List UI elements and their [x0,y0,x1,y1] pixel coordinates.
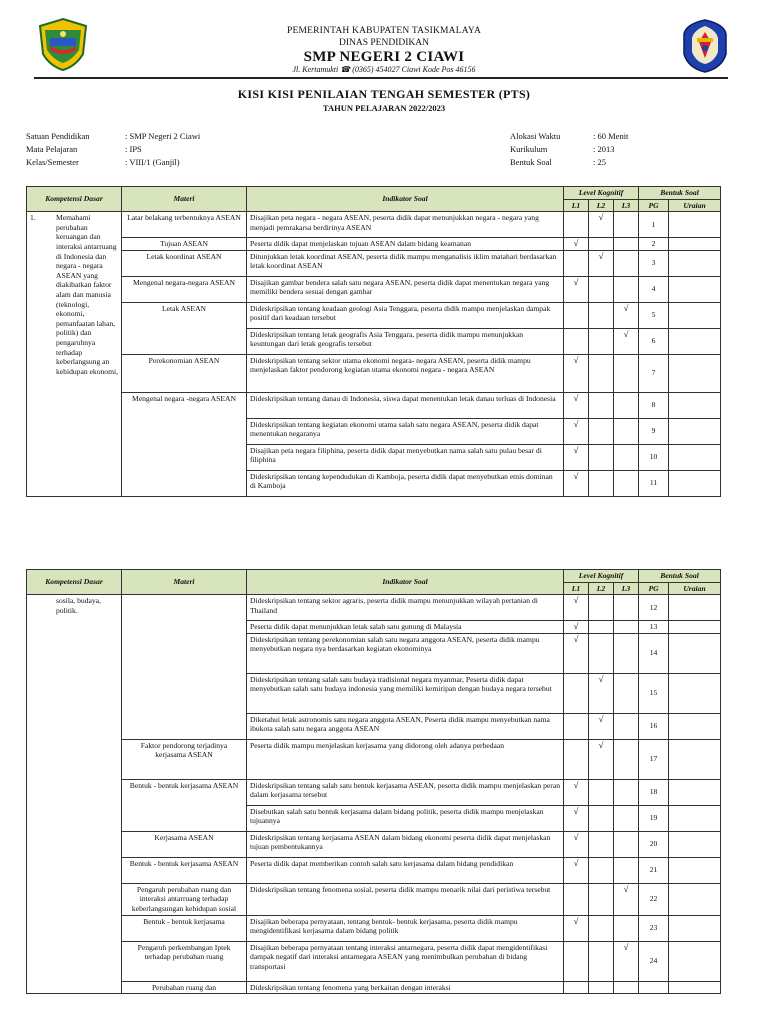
level-l3-cell [614,444,639,470]
check-mark: √ [614,883,639,915]
check-mark: √ [589,713,614,739]
table-row [27,739,721,779]
level-l1-cell [564,328,589,354]
check-mark: √ [564,831,589,857]
table-row [27,302,721,328]
table-row [27,276,721,302]
school-address: Jl. Kertamukti ☎ (0365) 454027 Ciawi Kode Pos 46156 [292,65,476,74]
table-row [27,883,721,915]
meta-value: : 60 Menit [593,131,629,141]
level-l1-cell [564,883,589,915]
uraian-cell [669,302,721,328]
pg-number: 20 [639,831,669,857]
government-name: PEMERINTAH KABUPATEN TASIKMALAYA [286,26,482,36]
pg-number: 9 [639,418,669,444]
uraian-cell [669,238,721,251]
pg-number: 18 [639,779,669,805]
pg-number: 22 [639,883,669,915]
table-row [27,831,721,857]
meta-value: : VIII/1 (Ganjil) [125,157,180,167]
indikator-cell: Diketahui letak astronomis satu negara anggota ASEAN, Peserta didik mampu menyebutkan nama ibukota salah satu negara anggota ASEAN [247,713,564,739]
indikator-cell: Peserta didik mampu menjelaskan kerjasama yang didorong oleh adanya perbedaan [247,739,564,779]
level-l2-cell [589,981,614,994]
check-mark: √ [564,857,589,883]
materi-cell: Tujuan ASEAN [122,238,247,251]
level-l2-cell [589,831,614,857]
level-l3-cell [614,238,639,251]
indikator-cell: Dideskripsikan tentang fenomena yang berkaitan dengan interaksi [247,981,564,994]
uraian-cell [669,941,721,981]
col-l3: L3 [614,582,639,595]
pg-number: 1 [639,212,669,238]
check-mark: √ [564,392,589,418]
col-l1: L1 [564,199,589,212]
materi-cell: Bentuk - bentuk kerjasama ASEAN [122,857,247,883]
level-l1-cell [564,739,589,779]
uraian-cell [669,915,721,941]
meta-label: Bentuk Soal [510,157,552,167]
level-l3-cell [614,805,639,831]
col-uraian: Uraian [669,582,721,595]
col-indikator: Indikator Soal [247,570,564,595]
kd-number: 1. [30,213,36,223]
uraian-cell [669,779,721,805]
pg-number: 21 [639,857,669,883]
indikator-cell: Peserta didik dapat menjelaskan tujuan ASEAN dalam bidang keamanan [247,238,564,251]
meta-value: : 25 [593,157,606,167]
materi-cell: Pengaruh perubahan ruang dan interaksi antarruang terhadap keberlangsungan kehidupan sosial [122,883,247,915]
uraian-cell [669,739,721,779]
level-l2-cell [589,915,614,941]
uraian-cell [669,633,721,673]
level-l3-cell [614,857,639,883]
uraian-cell [669,673,721,713]
table-row [27,392,721,418]
level-l3-cell [614,418,639,444]
check-mark: √ [564,418,589,444]
level-l3-cell [614,212,639,238]
level-l2-cell [589,621,614,634]
meta-right [510,130,628,169]
col-bentuk: Bentuk Soal [639,187,721,200]
pg-number [639,981,669,994]
col-materi: Materi [122,187,247,212]
table-row [27,857,721,883]
check-mark: √ [589,739,614,779]
check-mark: √ [589,212,614,238]
level-l3-cell [614,779,639,805]
uraian-cell [669,392,721,418]
level-l2-cell [589,857,614,883]
uraian-cell [669,981,721,994]
indikator-cell: Dideskripsikan tentang danau di Indonesia, siswa dapat menentukan letak danau terluas di Indonesia [247,392,564,418]
level-l3-cell [614,739,639,779]
pg-number: 10 [639,444,669,470]
level-l2-cell [589,238,614,251]
uraian-cell [669,883,721,915]
meta-value: : IPS [125,144,142,154]
indikator-cell: Dideskripsikan tentang perekonomian salah satu negara anggota ASEAN, peserta didik mampu menyebutkan negara nya berdasarkan kegiatan ekonominya [247,633,564,673]
materi-cell: Bentuk - bentuk kerjasama [122,915,247,941]
table-row [27,354,721,392]
level-l3-cell [614,981,639,994]
level-l3-cell [614,470,639,496]
check-mark: √ [564,621,589,634]
check-mark: √ [564,915,589,941]
table-row [27,981,721,994]
col-pg: PG [639,199,669,212]
check-mark: √ [564,354,589,392]
level-l2-cell [589,633,614,673]
level-l3-cell [614,354,639,392]
indikator-cell: Dideskripsikan tentang salah satu budaya tradisional negara myanmar, Peserta didik dapat menyebutkan salah satu budaya indonesia yang memiliki kemiripan dengan budaya negara tersebut [247,673,564,713]
col-kd: Kompetensi Dasar [27,187,122,212]
pg-number: 19 [639,805,669,831]
indikator-cell: Dideskripsikan tentang kerjasama ASEAN dalam bidang ekonomi peserta didik dapat menjelaskan tujuan pembentukannya [247,831,564,857]
level-l3-cell [614,713,639,739]
uraian-cell [669,595,721,621]
col-materi: Materi [122,570,247,595]
indikator-cell: Dideskripsikan tentang fenomena sosial, peserta didik mampu menarik nilai dari peristiwa tersebut [247,883,564,915]
pg-number: 3 [639,250,669,276]
level-l2-cell [589,883,614,915]
table-row [27,250,721,276]
materi-cell: Kerjasama ASEAN [122,831,247,857]
level-l3-cell [614,621,639,634]
uraian-cell [669,444,721,470]
meta-label: Satuan Pendidikan [26,131,90,141]
table-row [27,779,721,805]
kd-text: Memahami perubahan keruangan dan interaksi antarruang di Indonesia dan negara - negara ASEAN yang diakibatkan faktor alam dan manusia (teknologi, ekonomi, pemanfaatan lahan, politik) dan pengaruhnya terhadap keberlangsung an kehidupan ekonomi, [56,213,119,376]
level-l2-cell [589,276,614,302]
level-l2-cell [589,418,614,444]
level-l3-cell [614,276,639,302]
uraian-cell [669,805,721,831]
pg-number: 5 [639,302,669,328]
uraian-cell [669,621,721,634]
document-title: KISI KISI PENILAIAN TENGAH SEMESTER (PTS) [237,87,531,101]
materi-cell: Faktor pendorong terjadinya kerjasama ASEAN [122,739,247,779]
pg-number: 12 [639,595,669,621]
meta-label: Kurikulum [510,144,548,154]
uraian-cell [669,857,721,883]
indikator-cell: Dideskripsikan tentang letak geografis Asia Tenggara, peserta didik mampu menunjukkan keuntungan dari letak geografis tersebut [247,328,564,354]
indikator-cell: Dideskripsikan tentang kependudukan di Kamboja, peserta didik dapat menyebutkan etnis dominan di Kamboja [247,470,564,496]
table-row [27,595,721,621]
kd-cell [27,595,122,994]
level-l3-cell [614,392,639,418]
level-l3-cell [614,633,639,673]
col-l3: L3 [614,199,639,212]
check-mark: √ [614,302,639,328]
materi-cell: Perekonomian ASEAN [122,354,247,392]
level-l1-cell [564,673,589,713]
kd-text: sosila, budaya, politik. [56,596,101,615]
table-row [27,941,721,981]
col-uraian: Uraian [669,199,721,212]
header-divider [34,77,728,79]
indikator-cell: Disajikan gambar bendera salah satu negara ASEAN, peserta didik dapat menentukan negara yang memiliki bendera sesuai dengan gambar [247,276,564,302]
materi-cell: Bentuk - bentuk kerjasama ASEAN [122,779,247,831]
check-mark: √ [614,328,639,354]
check-mark: √ [564,470,589,496]
uraian-cell [669,713,721,739]
col-l1: L1 [564,582,589,595]
check-mark: √ [614,941,639,981]
table-row [27,915,721,941]
indikator-cell: Dideskripsikan tentang keadaan geologi Asia Tenggara, peserta didik mampu menjelaskan dampak positif dari keadaan tersebut [247,302,564,328]
col-bentuk: Bentuk Soal [639,570,721,583]
uraian-cell [669,250,721,276]
indikator-cell: Disajikan peta negara filiphina, peserta didik dapat menyebutkan nama salah satu pulau besar di filiphina [247,444,564,470]
level-l2-cell [589,805,614,831]
uraian-cell [669,276,721,302]
pg-number: 2 [639,238,669,251]
materi-cell: Pengaruh perkembangan Iptek terhadap perubahan ruang [122,941,247,981]
pg-number: 24 [639,941,669,981]
school-year: TAHUN PELAJARAN 2022/2023 [322,103,446,113]
level-l2-cell [589,779,614,805]
pg-number: 17 [639,739,669,779]
uraian-cell [669,470,721,496]
col-l2: L2 [589,582,614,595]
check-mark: √ [564,276,589,302]
check-mark: √ [564,779,589,805]
indikator-cell: Disajikan beberapa pernyataan tentang interaksi antarnegara, peserta didik dapat mengidentifikasi dampak negatif dari interaksi antarnegara ASEAN yang menimbulkan perubahan di bidang transportasi [247,941,564,981]
uraian-cell [669,831,721,857]
meta-label: Kelas/Semester [26,157,79,167]
level-l3-cell [614,673,639,713]
level-l1-cell [564,713,589,739]
indikator-cell: Disebutkan salah satu bentuk kerjasama dalam bidang politik, peserta didik mampu menjelaskan tujuannya [247,805,564,831]
indikator-cell: Dideskripsikan tentang kegiatan ekonomi utama salah satu negara ASEAN, peserta didik dapat menentukan negaranya [247,418,564,444]
level-l1-cell [564,941,589,981]
materi-cell [122,595,247,740]
uraian-cell [669,354,721,392]
meta-value: : SMP Negeri 2 Ciawi [125,131,201,141]
check-mark: √ [564,595,589,621]
level-l1-cell [564,302,589,328]
indikator-cell: Disajikan peta negara - negara ASEAN, peserta didik dapat menunjukkan negara - negara yang menjadi pemrakarsa berdirinya ASEAN [247,212,564,238]
pg-number: 13 [639,621,669,634]
table-row [27,212,721,238]
level-l2-cell [589,444,614,470]
uraian-cell [669,328,721,354]
kd-content [30,213,118,376]
check-mark: √ [589,250,614,276]
level-l2-cell [589,328,614,354]
level-l3-cell [614,595,639,621]
level-l2-cell [589,302,614,328]
level-l2-cell [589,392,614,418]
check-mark: √ [564,633,589,673]
level-l3-cell [614,250,639,276]
pg-number: 8 [639,392,669,418]
level-l1-cell [564,212,589,238]
indikator-cell: Peserta didik dapat memberikan contoh salah satu kerjasama dalam bidang pendidikan [247,857,564,883]
materi-cell: Mengenal negara -negara ASEAN [122,392,247,496]
col-pg: PG [639,582,669,595]
level-l1-cell [564,250,589,276]
col-kd: Kompetensi Dasar [27,570,122,595]
uraian-cell [669,418,721,444]
table-row [27,238,721,251]
level-l2-cell [589,941,614,981]
check-mark: √ [564,805,589,831]
meta-left [26,130,200,169]
level-l2-cell [589,354,614,392]
kisi-table-1 [26,186,721,497]
meta-label: Mata Pelajaran [26,144,78,154]
pg-number: 4 [639,276,669,302]
pg-number: 14 [639,633,669,673]
department-name: DINAS PENDIDIKAN [339,38,429,48]
indikator-cell: Ditunjukkan letak koordinat ASEAN, peserta didik mampu menganalisis iklim matahari berdasarkan letak koordinat ASEAN [247,250,564,276]
level-l1-cell [564,981,589,994]
meta-label: Alokasi Waktu [510,131,561,141]
kd-cell [27,212,122,497]
col-level: Level Kognitif [564,187,639,200]
indikator-cell: Peserta didik dapat menunjukkan letak salah satu gunung di Malaysia [247,621,564,634]
col-l2: L2 [589,199,614,212]
indikator-cell: Dideskripsikan tentang sektor agraris, peserta didik mampu menunjukkan wilayah pertanian di Thailand [247,595,564,621]
pg-number: 6 [639,328,669,354]
indikator-cell: Disajikan beberapa pernyataan, tentang bentuk- bentuk kerjasama, peserta didik mampu mengidentifikasi kerjasama dalam bidang politik [247,915,564,941]
school-name: SMP NEGERI 2 CIAWI [303,49,465,65]
meta-value: : 2013 [593,144,615,154]
pg-number: 23 [639,915,669,941]
check-mark: √ [564,238,589,251]
check-mark: √ [589,673,614,713]
pg-number: 16 [639,713,669,739]
level-l2-cell [589,595,614,621]
check-mark: √ [564,444,589,470]
level-l3-cell [614,915,639,941]
col-indikator: Indikator Soal [247,187,564,212]
materi-cell: Latar belakang terbentuknya ASEAN [122,212,247,238]
indikator-cell: Dideskripsikan tentang sektor utama ekonomi negara- negara ASEAN, peserta didik mampu menjelaskan faktor pendorong kegiatan utama ekonomi negara - negara ASEAN [247,354,564,392]
materi-cell: Perubahan ruang dan [122,981,247,994]
level-l2-cell [589,470,614,496]
pg-number: 11 [639,470,669,496]
pg-number: 7 [639,354,669,392]
pg-number: 15 [639,673,669,713]
materi-cell: Mengenal negara-negara ASEAN [122,276,247,302]
indikator-cell: Dideskripsikan tentang salah satu bentuk kerjasama ASEAN, peserta didik mampu menjelaskan peran dalam kerjasama tersebut [247,779,564,805]
materi-cell: Letak koordinat ASEAN [122,250,247,276]
materi-cell: Letak ASEAN [122,302,247,354]
kisi-table-2 [26,569,721,994]
uraian-cell [669,212,721,238]
level-l3-cell [614,831,639,857]
col-level: Level Kognitif [564,570,639,583]
